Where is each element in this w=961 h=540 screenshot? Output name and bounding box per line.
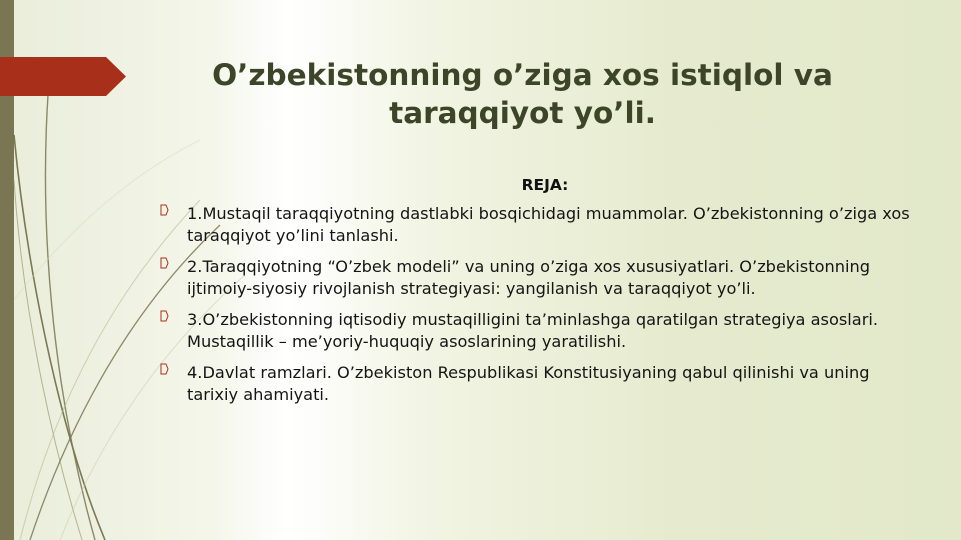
slide-content — [160, 175, 910, 415]
list-item — [160, 256, 910, 300]
list-item-text: 1.Mustaqil taraqqiyotning dastlabki bosqichidagi muammolar. O’zbekistonning o’ziga xos taraqqiyot yo’lini tanlashi. — [187, 204, 910, 245]
outline-arrow-bullet-icon — [160, 257, 169, 269]
outline-arrow-bullet-icon — [160, 363, 169, 375]
list-item-text: 2.Taraqqiyotning “O’zbek modeli” va uning o’ziga xos xususiyatlari. O’zbekistonning ijtimoiy-siyosiy rivojlanish strategiyasi: yangilanish va taraqqiyot yo’li. — [187, 257, 871, 298]
outline-arrow-bullet-icon — [160, 204, 169, 216]
slide-title: O’zbekistonning o’ziga xos istiqlol va taraqqiyot yo’li. — [212, 58, 833, 130]
list-item-text: 4.Davlat ramzlari. O’zbekiston Respublikasi Konstitusiyaning qabul qilinishi va uning tarixiy ahamiyati. — [187, 363, 870, 404]
list-item — [160, 309, 910, 353]
plan-heading: REJA: — [521, 176, 569, 194]
list-item-text: 3.O’zbekistonning iqtisodiy mustaqilligini ta’minlashga qaratilgan strategiya asoslari. Mustaqillik – me’yoriy-huquqiy asoslarining yaratilishi. — [187, 310, 879, 351]
list-item — [160, 362, 910, 406]
plan-list — [160, 203, 910, 406]
title-arrow-tab — [0, 57, 126, 96]
list-item — [160, 203, 910, 247]
outline-arrow-bullet-icon — [160, 310, 169, 322]
